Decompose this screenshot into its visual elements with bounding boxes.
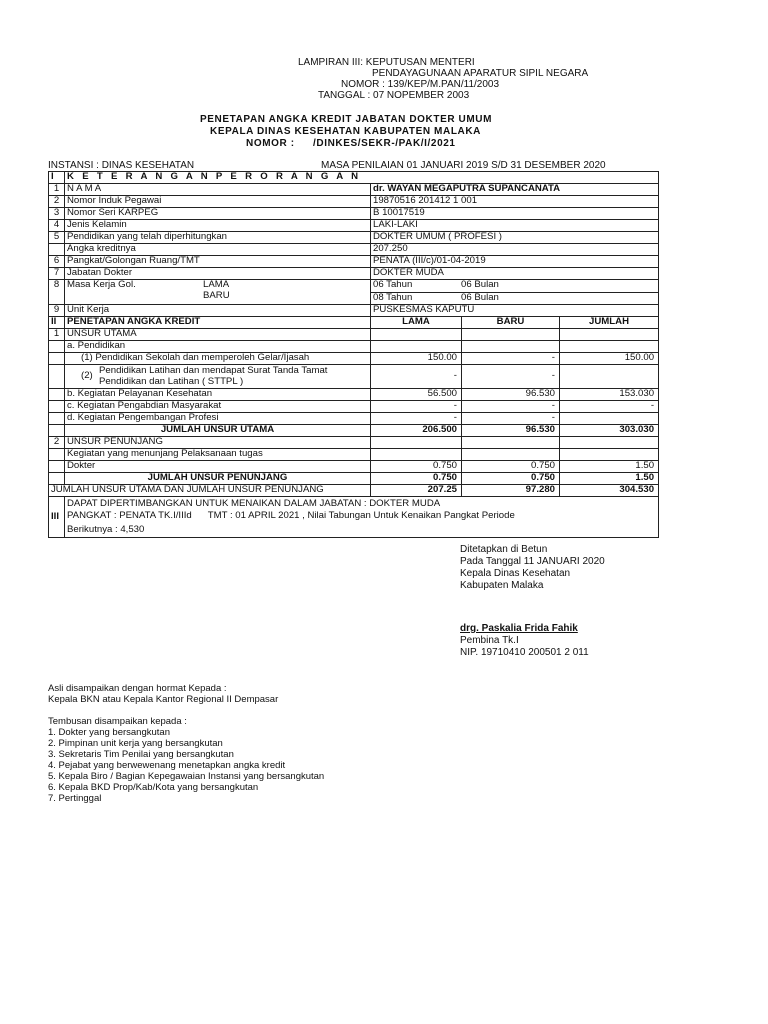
- table-row: [49, 184, 659, 196]
- table-row: [49, 425, 659, 437]
- instansi: INSTANSI : DINAS KESEHATAN: [48, 160, 195, 171]
- cell: [49, 389, 65, 401]
- row-number: 9: [49, 305, 65, 317]
- table-row: [49, 329, 659, 341]
- total-baru: 97.280: [462, 485, 560, 497]
- list-item: 7. Pertinggal: [48, 793, 102, 804]
- list-item: 4. Pejabat yang berwewenang menetapkan angka kredit: [48, 760, 286, 771]
- row-value: LAKI-LAKI: [371, 220, 659, 232]
- lampiran-line1: LAMPIRAN III: KEPUTUSAN MENTERI: [298, 57, 475, 68]
- section3-row: [49, 497, 659, 538]
- c-jumlah: -: [560, 401, 659, 413]
- jumlah-penunjang-label: JUMLAH UNSUR PENUNJANG: [65, 473, 371, 485]
- c-baru: -: [462, 401, 560, 413]
- cell: [49, 425, 65, 437]
- row-number: 1: [49, 329, 65, 341]
- cell: [462, 341, 560, 353]
- row-label: Nomor Seri KARPEG: [65, 208, 371, 220]
- row-number: 8: [49, 280, 65, 305]
- p2-label-line2: Pendidikan dan Latihan ( STTPL ): [99, 375, 244, 387]
- unsur-penunjang-label: UNSUR PENUNJANG: [65, 437, 371, 449]
- col-jumlah-header: JUMLAH: [560, 317, 659, 329]
- row-label: Jabatan Dokter: [65, 268, 371, 280]
- cell: [462, 437, 560, 449]
- row-number: 3: [49, 208, 65, 220]
- asli-line2: Kepala BKN atau Kepala Kantor Regional II Dempasar: [48, 694, 279, 705]
- dokter-label: Dokter: [65, 461, 371, 473]
- row-value: 19870516 201412 1 001: [371, 196, 659, 208]
- table-row: [49, 220, 659, 232]
- d-baru: -: [462, 413, 560, 425]
- p1-number: (1): [81, 352, 93, 364]
- masa-penilaian: MASA PENILAIAN 01 JANUARI 2019 S/D 31 DESEMBER 2020: [321, 160, 606, 171]
- b-lama: 56.500: [371, 389, 462, 401]
- table-row: [49, 389, 659, 401]
- d-jumlah: [560, 413, 659, 425]
- table-row: [49, 485, 659, 497]
- list-item: 1. Dokter yang bersangkutan: [48, 727, 170, 738]
- unsur-utama-label: UNSUR UTAMA: [65, 329, 371, 341]
- jumlah-penunjang-lama: 0.750: [371, 473, 462, 485]
- table-row: [49, 232, 659, 244]
- signature-title2: Kabupaten Malaka: [460, 580, 544, 591]
- table-row: [49, 196, 659, 208]
- col-baru-header: BARU: [462, 317, 560, 329]
- cell: [560, 449, 659, 461]
- signature-date: Pada Tanggal 11 JANUARI 2020: [460, 556, 605, 567]
- jumlah-penunjang-jumlah: 1.50: [560, 473, 659, 485]
- p2-lama: -: [371, 365, 462, 389]
- row-value: dr. WAYAN MEGAPUTRA SUPANCANATA: [371, 184, 659, 196]
- row-value: DOKTER UMUM ( PROFESI ): [371, 232, 659, 244]
- jumlah-penunjang-baru: 0.750: [462, 473, 560, 485]
- list-item: 2. Pimpinan unit kerja yang bersangkutan: [48, 738, 223, 749]
- section3-line1: DAPAT DIPERTIMBANGKAN UNTUK MENAIKAN DALAM JABATAN : DOKTER MUDA: [67, 498, 441, 509]
- section2-title: PENETAPAN ANGKA KREDIT: [65, 317, 371, 329]
- masa-kerja-value-cell: [371, 280, 659, 305]
- cell: [560, 341, 659, 353]
- row-number: 7: [49, 268, 65, 280]
- row-number: 2: [49, 196, 65, 208]
- credit-table: [48, 171, 659, 538]
- p1-cell: [65, 353, 371, 365]
- cell: [49, 341, 65, 353]
- section3-pangkat: PANGKAT : PENATA TK.I/IIId: [67, 510, 192, 521]
- total-label: JUMLAH UNSUR UTAMA DAN JUMLAH UNSUR PENUNJANG: [49, 485, 371, 497]
- masa-kerja-label-cell: [65, 280, 371, 305]
- row-label: Pangkat/Golongan Ruang/TMT: [65, 256, 371, 268]
- row-label: Angka kreditnya: [65, 244, 371, 256]
- list-item: 5. Kepala Biro / Bagian Kepegawaian Instansi yang bersangkutan: [48, 771, 325, 782]
- lama-tahun: 06 Tahun: [373, 279, 413, 290]
- row-value: PENATA (III/c)/01-04-2019: [371, 256, 659, 268]
- lampiran-nomor: NOMOR : 139/KEP/M.PAN/11/2003: [341, 79, 500, 90]
- row-value: B 10017519: [371, 208, 659, 220]
- document-title: PENETAPAN ANGKA KREDIT JABATAN DOKTER UMUM: [200, 114, 493, 125]
- table-row: [49, 208, 659, 220]
- section3-cell: [65, 497, 659, 538]
- row-number: [49, 244, 65, 256]
- masa-kerja-lama-label: LAMA: [203, 279, 230, 290]
- asli-line1: Asli disampaikan dengan hormat Kepada :: [48, 683, 227, 694]
- row-number: 2: [49, 437, 65, 449]
- b-jumlah: 153.030: [560, 389, 659, 401]
- signature-title1: Kepala Dinas Kesehatan: [460, 568, 571, 579]
- document-subtitle: KEPALA DINAS KESEHATAN KABUPATEN MALAKA: [210, 126, 481, 137]
- table-row: [49, 449, 659, 461]
- row-value: PUSKESMAS KAPUTU: [371, 305, 659, 317]
- lampiran-tanggal: TANGGAL : 07 NOPEMBER 2003: [318, 90, 470, 101]
- table-row: [49, 244, 659, 256]
- nomor-label: NOMOR :: [246, 138, 295, 149]
- row-label: Nomor Induk Pegawai: [65, 196, 371, 208]
- section1-header-row: [49, 172, 659, 184]
- masa-kerja-baru-label: BARU: [203, 290, 230, 301]
- p2-baru: -: [462, 365, 560, 389]
- table-row: [49, 473, 659, 485]
- b-label: b. Kegiatan Pelayanan Kesehatan: [65, 389, 371, 401]
- list-item: 6. Kepala BKD Prop/Kab/Kota yang bersangkutan: [48, 782, 259, 793]
- total-lama: 207.25: [371, 485, 462, 497]
- cell: [462, 329, 560, 341]
- p2-cell: [65, 365, 371, 389]
- cell: [49, 449, 65, 461]
- row-value: 207.250: [371, 244, 659, 256]
- row-label: Jenis Kelamin: [65, 220, 371, 232]
- p1-jumlah: 150.00: [560, 353, 659, 365]
- c-label: c. Kegiatan Pengabdian Masyarakat: [65, 401, 371, 413]
- baru-tahun: 08 Tahun: [373, 292, 413, 303]
- section3-berikutnya: Berikutnya : 4,530: [67, 524, 145, 535]
- cell: [371, 329, 462, 341]
- row-number: 5: [49, 232, 65, 244]
- section3-tmt: TMT : 01 APRIL 2021 , Nilai Tabungan Untuk Kenaikan Pangkat Periode: [207, 510, 515, 521]
- dokter-baru: 0.750: [462, 461, 560, 473]
- cell: [560, 437, 659, 449]
- table-row: [49, 268, 659, 280]
- d-lama: -: [371, 413, 462, 425]
- section3-roman: III: [49, 497, 65, 538]
- cell: [371, 341, 462, 353]
- jumlah-utama-label: JUMLAH UNSUR UTAMA: [65, 425, 371, 437]
- d-label: d. Kegiatan Pengembangan Profesi: [65, 413, 371, 425]
- section1-title: K E T E R A N G A N P E R O R A N G A N: [65, 172, 659, 184]
- baru-bulan: 06 Bulan: [461, 292, 499, 303]
- ditetapkan: Ditetapkan di Betun: [460, 544, 548, 555]
- masa-kerja-row: [49, 280, 659, 305]
- p2-number: (2): [81, 370, 93, 381]
- cell: [371, 449, 462, 461]
- list-item: 3. Sekretaris Tim Penilai yang bersangkutan: [48, 749, 234, 760]
- dokter-lama: 0.750: [371, 461, 462, 473]
- row-number: 4: [49, 220, 65, 232]
- table-row: [49, 401, 659, 413]
- pendidikan-label: a. Pendidikan: [65, 341, 371, 353]
- cell: [49, 461, 65, 473]
- section2-header-row: [49, 317, 659, 329]
- section1-roman: I: [49, 172, 65, 184]
- p1-baru: -: [462, 353, 560, 365]
- total-jumlah: 304.530: [560, 485, 659, 497]
- row-label: Pendidikan yang telah diperhitungkan: [65, 232, 371, 244]
- table-row: [49, 353, 659, 365]
- b-baru: 96.530: [462, 389, 560, 401]
- table-row: [49, 305, 659, 317]
- row-label: Unit Kerja: [65, 305, 371, 317]
- cell: [49, 353, 65, 365]
- row-number: 6: [49, 256, 65, 268]
- row-label: N A M A: [65, 184, 371, 196]
- kegiatan-penunjang-label: Kegiatan yang menunjang Pelaksanaan tugas: [65, 449, 371, 461]
- cell: [371, 437, 462, 449]
- table-row: [49, 437, 659, 449]
- cell: [49, 365, 65, 389]
- section3-line2: [67, 510, 656, 522]
- signatory-nip: NIP. 19710410 200501 2 011: [460, 647, 589, 658]
- signatory-name: drg. Paskalia Frida Fahik: [460, 623, 578, 634]
- nomor-value: /DINKES/SEKR-/PAK/I/2021: [313, 138, 456, 149]
- row-value: DOKTER MUDA: [371, 268, 659, 280]
- table-row: [49, 365, 659, 389]
- table-row: [49, 413, 659, 425]
- cell: [560, 329, 659, 341]
- c-lama: -: [371, 401, 462, 413]
- cell: [49, 401, 65, 413]
- cell: [462, 449, 560, 461]
- p1-label: Pendidikan Sekolah dan memperoleh Gelar/Ijasah: [95, 352, 310, 364]
- tembusan-title: Tembusan disampaikan kepada :: [48, 716, 187, 727]
- masa-kerja-label: Masa Kerja Gol.: [67, 279, 136, 290]
- jumlah-utama-jumlah: 303.030: [560, 425, 659, 437]
- section2-roman: II: [49, 317, 65, 329]
- p1-lama: 150.00: [371, 353, 462, 365]
- cell: [49, 413, 65, 425]
- signatory-rank: Pembina Tk.I: [460, 635, 519, 646]
- dokter-jumlah: 1.50: [560, 461, 659, 473]
- p2-label-line1: Pendidikan Latihan dan mendapat Surat Tanda Tamat: [99, 365, 328, 377]
- col-lama-header: LAMA: [371, 317, 462, 329]
- jumlah-utama-baru: 96.530: [462, 425, 560, 437]
- table-row: [49, 461, 659, 473]
- cell: [49, 473, 65, 485]
- lampiran-line2: PENDAYAGUNAAN APARATUR SIPIL NEGARA: [372, 68, 589, 79]
- jumlah-utama-lama: 206.500: [371, 425, 462, 437]
- table-row: [49, 341, 659, 353]
- row-number: 1: [49, 184, 65, 196]
- lama-bulan: 06 Bulan: [461, 279, 499, 290]
- table-row: [49, 256, 659, 268]
- p2-jumlah: [560, 365, 659, 389]
